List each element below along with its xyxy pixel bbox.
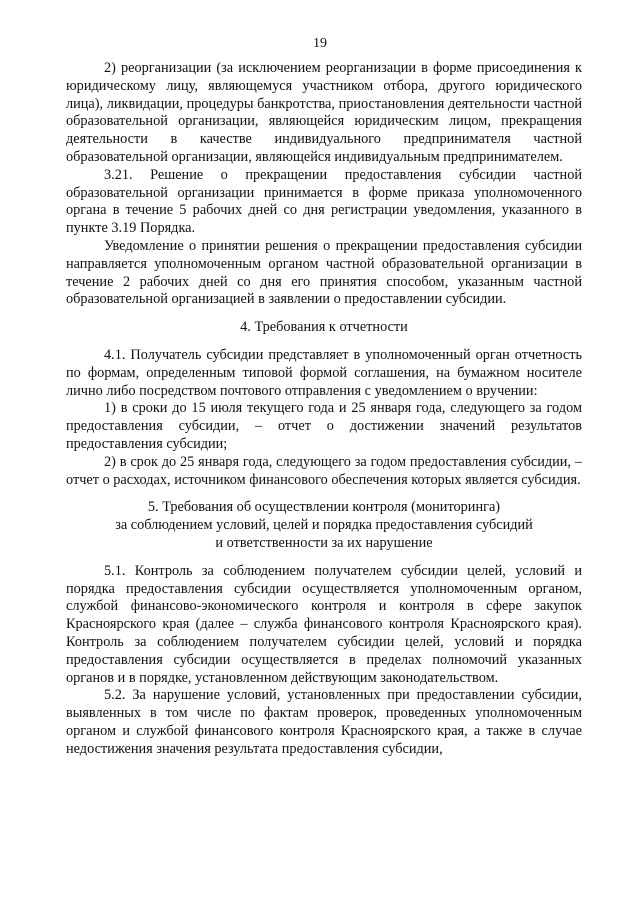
section-4-heading: 4. Требования к отчетности bbox=[240, 319, 408, 336]
paragraph-4-1-item-2: 2) в срок до 25 января года, следующего за годом предоставления субсидии, – отчет о расходах, источником финансового обеспечения которых является субсидия. bbox=[66, 453, 582, 488]
document-body bbox=[66, 60, 582, 758]
paragraph-4-1-item-1: 1) в сроки до 15 июля текущего года и 25 января года, следующего за годом предоставления субсидии, – отчет о достижении значений результатов предоставления субсидии; bbox=[66, 400, 582, 452]
paragraph-5-1: 5.1. Контроль за соблюдением получателем субсидии целей, условий и порядка предоставления субсидии осуществляется уполномоченным органом, службой финансово-экономического контроля и контроля в сфере закупок Красноярского края (далее – служба финансового контроля Красноярского края). Контроль за соблюдением получателем субсидии целей, условий и порядка предоставления субсидии осуществляется в пределах полномочий указанных органов и в порядке, установленном действующим законодательством. bbox=[66, 562, 582, 686]
section-5-heading-line-1: 5. Требования об осуществлении контроля (мониторинга) bbox=[147, 499, 501, 516]
section-5-heading-line-2: за соблюдением условий, целей и порядка предоставления субсидий bbox=[115, 517, 533, 534]
paragraph-3-21: 3.21. Решение о прекращении предоставления субсидии частной образовательной организации принимается в форме приказа уполномоченного органа в течение 5 рабочих дней со дня регистрации уведомления, указанного в пункте 3.19 Порядка. bbox=[66, 166, 582, 237]
paragraph-reorganization: 2) реорганизации (за исключением реорганизации в форме присоединения к юридическому лицу, являющемуся участником отбора, другого юридического лица), ликвидации, процедуры банкротства, приостановления деятельности частной образовательной организации, являющейся юридическим лицом, прекращения деятельности в качестве индивидуального предпринимателя частной образовательной организации, являющейся индивидуальным предпринимателем. bbox=[66, 60, 582, 165]
paragraph-5-2: 5.2. За нарушение условий, установленных при предоставлении субсидии, выявленных в том числе по фактам проверок, проведенных уполномоченным органом и службой финансового контроля Красноярского края, а также в случае недостижения значения результата предоставления субсидии, bbox=[66, 687, 582, 757]
section-5-heading-line-3: и ответственности за их нарушение bbox=[215, 534, 433, 551]
paragraph-4-1: 4.1. Получатель субсидии представляет в уполномоченный орган отчетность по формам, определенным типовой формой соглашения, на бумажном носителе лично либо посредством почтового отправления с уведомлением о вручении: bbox=[66, 346, 582, 399]
page-number: 19 bbox=[313, 36, 327, 51]
paragraph-notification: Уведомление о принятии решения о прекращении предоставления субсидии направляется уполномоченным органом частной образовательной организации в течение 2 рабочих дней со дня его принятия способом, указанным частной образовательной организацией в заявлении о предоставлении субсидии. bbox=[66, 237, 582, 308]
section-5-heading bbox=[66, 499, 582, 552]
